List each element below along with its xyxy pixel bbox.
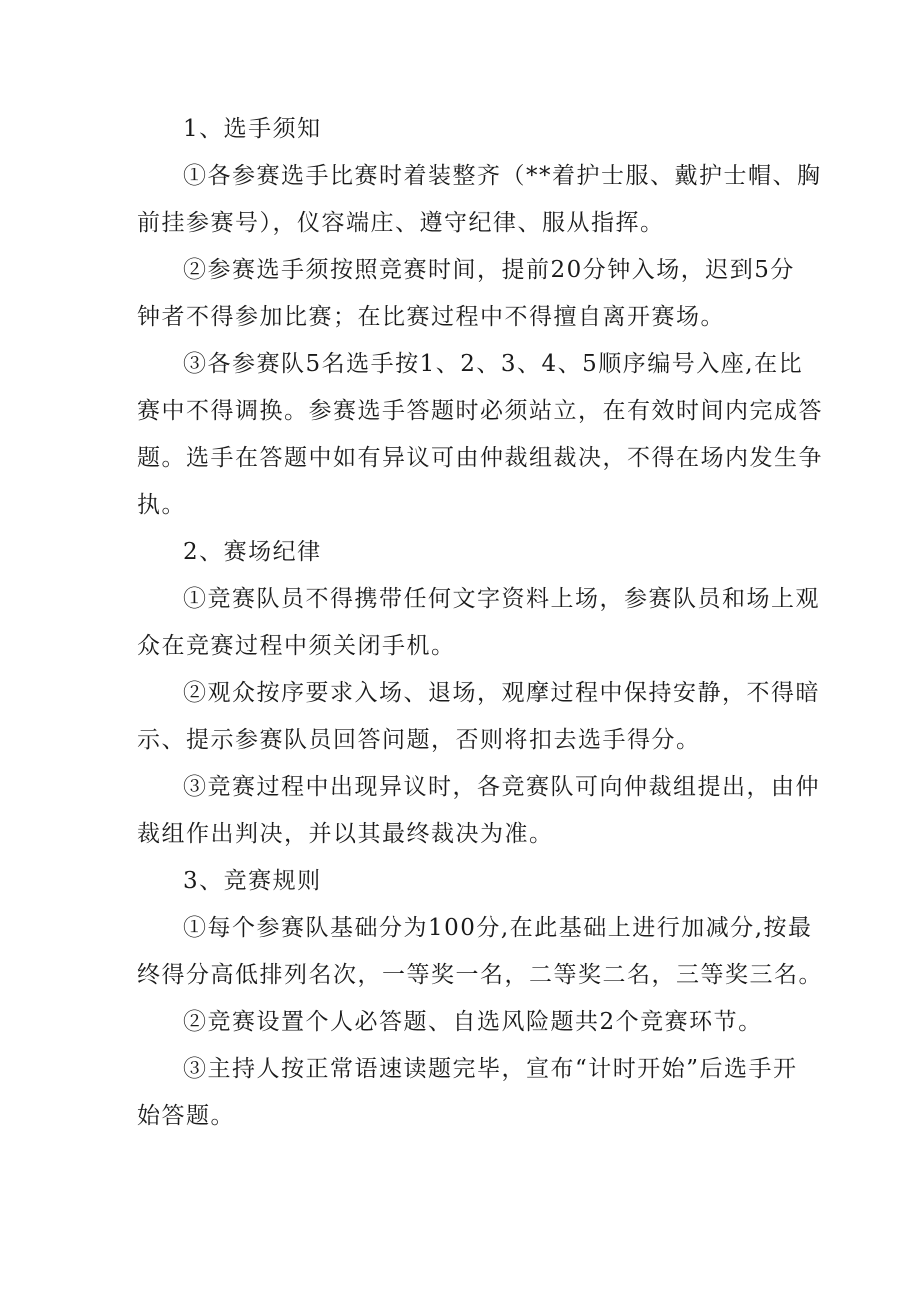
paragraph-line: ①每个参赛队基础分为100分,在此基础上进行加减分,按最 [183, 915, 813, 941]
paragraph-line: 始答题。 [137, 1103, 235, 1129]
paragraph-line: ③主持人按正常语速读题完毕，宣布“计时开始”后选手开 [183, 1056, 798, 1082]
heading-venue-discipline: 2、赛场纪律 [183, 539, 322, 565]
paragraph-line: 题。选手在答题中如有异议可由仲裁组裁决，不得在场内发生争 [137, 445, 823, 471]
paragraph-line: ①各参赛选手比赛时着装整齐（**着护士服、戴护士帽、胸 [183, 163, 822, 189]
heading-player-notice: 1、选手须知 [183, 116, 322, 142]
heading-competition-rules: 3、竞赛规则 [183, 868, 322, 894]
paragraph-line: ②参赛选手须按照竞赛时间，提前20分钟入场，迟到5分 [183, 257, 795, 283]
paragraph-line: ③竞赛过程中出现异议时，各竞赛队可向仲裁组提出，由仲 [183, 774, 820, 800]
paragraph-line: ①竞赛队员不得携带任何文字资料上场，参赛队员和场上观 [183, 586, 820, 612]
paragraph-line: 赛中不得调换。参赛选手答题时必须站立，在有效时间内完成答 [137, 398, 823, 424]
paragraph-line: 终得分高低排列名次，一等奖一名，二等奖二名，三等奖三名。 [137, 962, 823, 988]
paragraph-line: 前挂参赛号），仪容端庄、遵守纪律、服从指挥。 [137, 210, 665, 236]
paragraph-line: ③各参赛队5名选手按1、2、3、4、5顺序编号入座,在比 [183, 351, 804, 377]
paragraph-line: 裁组作出判决，并以其最终裁决为准。 [137, 821, 554, 847]
paragraph-line: 众在竞赛过程中须关闭手机。 [137, 633, 456, 659]
paragraph-line: 示、提示参赛队员回答问题，否则将扣去选手得分。 [137, 727, 701, 753]
paragraph-line: 执。 [137, 492, 186, 518]
document-body [137, 106, 823, 1140]
paragraph-line: 钟者不得参加比赛；在比赛过程中不得擅自离开赛场。 [137, 304, 725, 330]
paragraph-line: ②竞赛设置个人必答题、自选风险题共2个竞赛环节。 [183, 1009, 763, 1035]
paragraph-line: ②观众按序要求入场、退场，观摩过程中保持安静，不得暗 [183, 680, 820, 706]
